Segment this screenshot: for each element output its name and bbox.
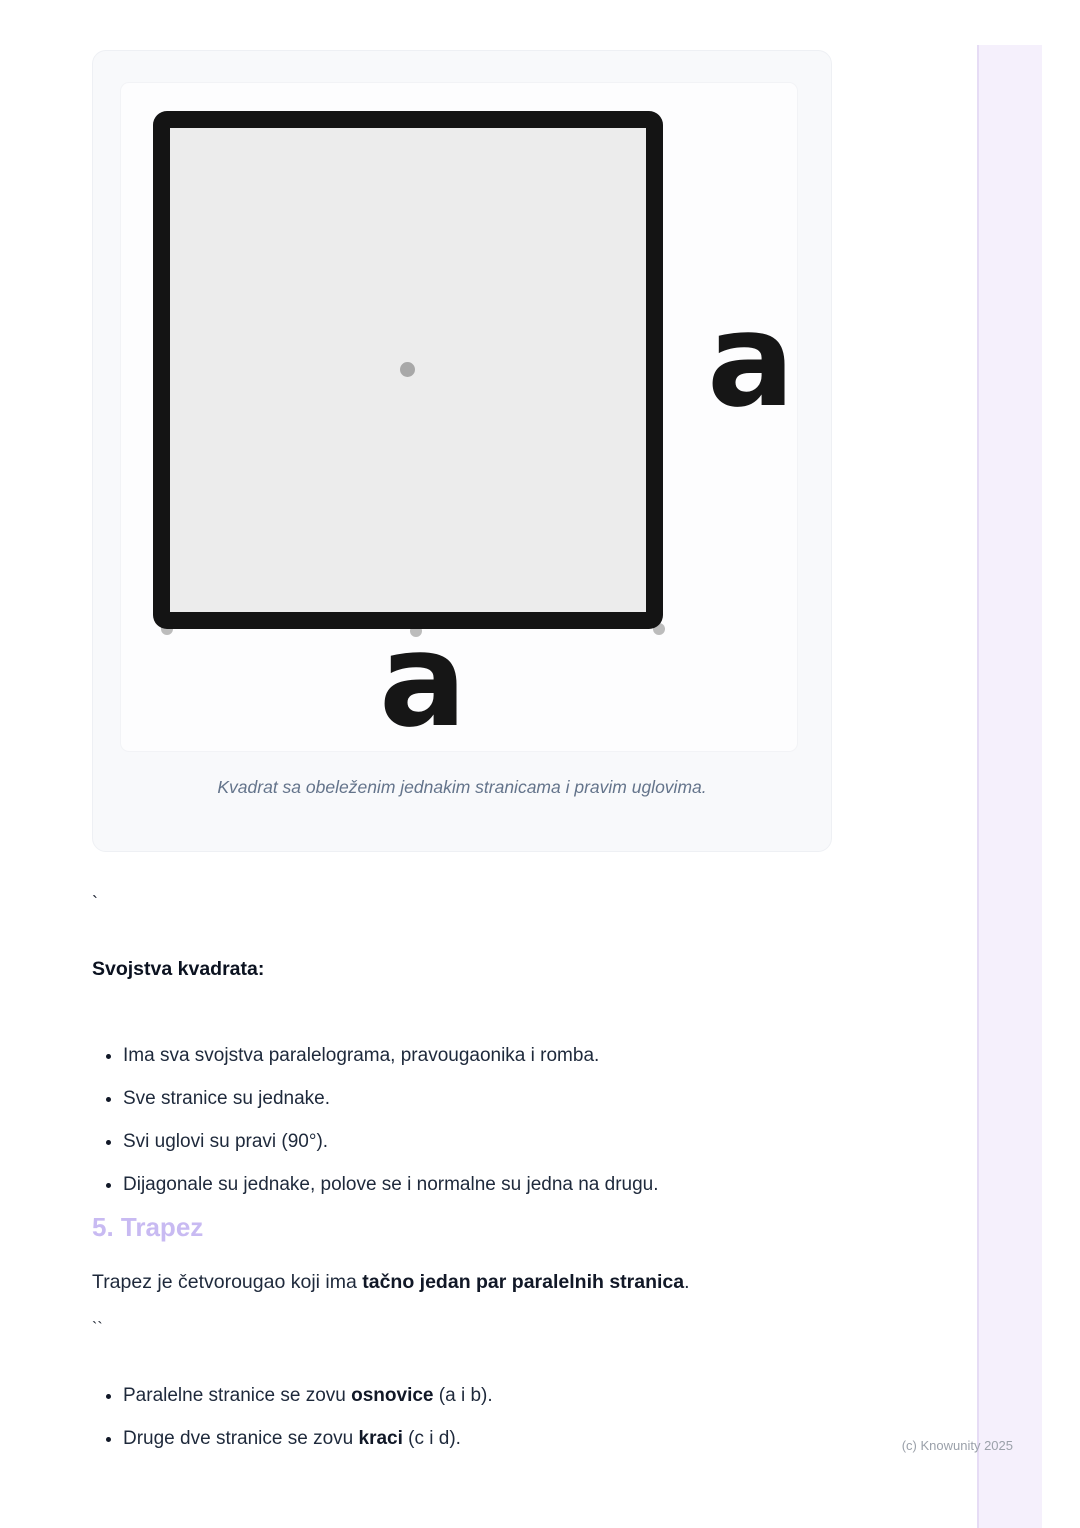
trapez-item <box>123 1427 943 1450</box>
trapez-item-post: (a i b). <box>433 1385 493 1406</box>
trapez-item-post: (c i d). <box>402 1428 461 1449</box>
trapez-item-bold: kraci <box>358 1428 403 1449</box>
center-dot <box>400 362 415 377</box>
stray-double-backtick: `` <box>92 1320 103 1337</box>
trapez-list <box>92 1384 943 1470</box>
side-label-a-bottom: a <box>379 604 467 756</box>
stray-backtick: ` <box>92 893 98 913</box>
trapez-intro-pre: Trapez je četvorougao koji ima <box>92 1271 363 1293</box>
trapez-item-bold: osnovice <box>351 1385 434 1406</box>
trapez-item-pre: Paralelne stranice se zovu <box>123 1385 352 1406</box>
trapez-item <box>123 1384 943 1407</box>
property-item: • Dijagonale su jednake, polove se i normalne su jedna na drugu. <box>123 1173 943 1196</box>
trapez-intro-paragraph <box>92 1271 690 1294</box>
square-figure <box>121 83 797 756</box>
property-item: • Sve stranice su jednake. <box>123 1087 943 1110</box>
trapez-intro-post: . <box>684 1271 690 1293</box>
properties-heading: Svojstva kvadrata: <box>92 958 265 980</box>
figure-caption: Kvadrat sa obeleženim jednakim stranicama i pravim uglovima. <box>217 777 707 797</box>
properties-list <box>92 1044 943 1216</box>
property-item: • Ima sva svojstva paralelograma, pravougaonika i romba. <box>123 1044 943 1067</box>
trapez-section-heading: 5. Trapez <box>92 1212 204 1242</box>
next-page-edge <box>977 45 1042 1528</box>
square-shape <box>153 111 663 629</box>
copyright-text: (c) Knowunity 2025 <box>901 1438 1013 1453</box>
side-label-a-right: a <box>707 284 795 436</box>
trapez-item-pre: Druge dve stranice se zovu <box>123 1428 359 1449</box>
property-item: • Svi uglovi su pravi (90°). <box>123 1130 943 1153</box>
figure-card <box>92 50 832 852</box>
trapez-intro-bold: tačno jedan par paralelnih stranica <box>362 1271 685 1293</box>
